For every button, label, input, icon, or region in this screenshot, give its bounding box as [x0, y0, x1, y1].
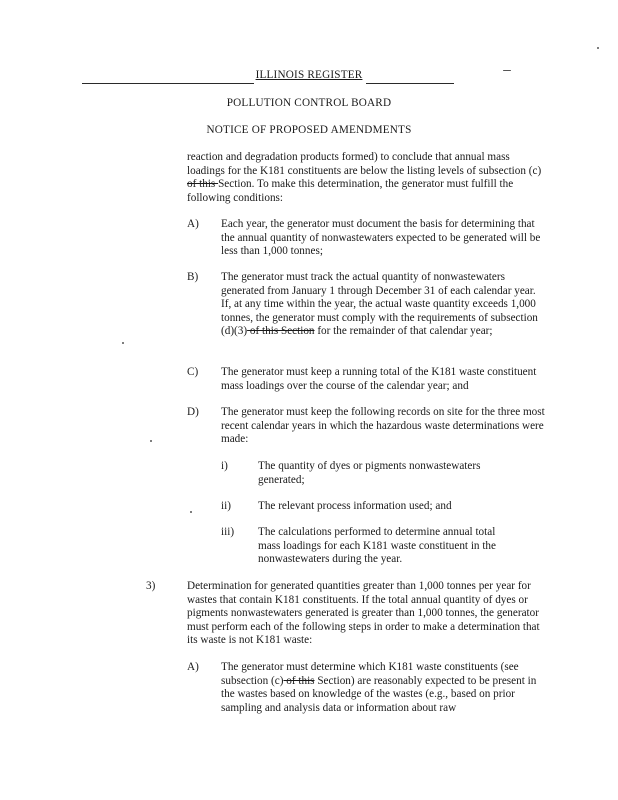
item-b-paragraph [221, 271, 547, 339]
scan-speck [190, 511, 192, 513]
item-3a-text-1: The generator must determine which K181 waste constituents (see subsection (c) [221, 661, 519, 687]
item-d-label: D) [187, 406, 199, 418]
scan-speck [150, 440, 152, 442]
item-d-text: The generator must keep the following records on site for the three most recent calendar years in which the hazardous waste determinations were made: [221, 406, 545, 446]
item-i-label: i) [221, 460, 228, 472]
item-a-text: Each year, the generator must document the basis for determining that the annual quantity of nonwastewaters expected to be generated will be less than 1,000 tonnes; [221, 218, 541, 258]
item-3a-paragraph [221, 661, 547, 715]
item-b-text-2: for the remainder of that calendar year; [314, 325, 493, 338]
scan-speck [503, 70, 511, 71]
item-c-label: C) [187, 366, 199, 378]
header-rule-left [82, 83, 254, 84]
item-3-text: Determination for generated quantities greater than 1,000 tonnes per year for wastes that contain K181 constituents. If the total annual quantity of dyes or pigments nonwastewaters generated is greater than 1,000 tonnes, the generator must perform each of the following steps in order to make a determination that its waste is not K181 waste: [187, 580, 540, 647]
item-i-text: The quantity of dyes or pigments nonwastewaters generated; [258, 460, 481, 486]
scan-speck [597, 47, 599, 49]
item-b-struck-text: of this Section [247, 325, 315, 338]
item-3a-struck-text: of this [283, 674, 315, 687]
item-c-text: The generator must keep a running total of the K181 waste constituent mass loadings over the course of the calendar year; and [221, 366, 537, 392]
intro-text-1: reaction and degradation products formed) to conclude that annual mass loadings for the K181 constituents are below the listing levels of subsection (c) [187, 151, 542, 177]
intro-struck-text: of this [187, 178, 219, 191]
register-title: ILLINOIS REGISTER [255, 69, 363, 81]
board-name: POLLUTION CONTROL BOARD [226, 97, 392, 109]
item-a-label: A) [187, 218, 199, 230]
scan-speck [122, 342, 124, 344]
item-3-label: 3) [146, 580, 156, 592]
item-iii-text: The calculations performed to determine annual total mass loadings for each K181 waste constituent in the nonwastewaters during the year. [258, 526, 496, 566]
notice-title: NOTICE OF PROPOSED AMENDMENTS [206, 124, 412, 136]
item-ii-text: The relevant process information used; and [258, 500, 452, 512]
item-b-label: B) [187, 271, 199, 283]
item-3a-label: A) [187, 661, 199, 673]
item-b-text-1: The generator must track the actual quantity of nonwastewaters generated from January 1 through December 31 of each calendar year. If, at any time within the year, the actual waste quantity exceeds 1,000 tonnes, the generator must comply with the requirements of subsection (d)(3) [221, 271, 538, 338]
intro-paragraph [187, 151, 545, 205]
item-iii-label: iii) [221, 526, 235, 538]
intro-text-2: Section. To make this determination, the generator must fulfill the following conditions: [187, 178, 514, 204]
item-ii-label: ii) [221, 500, 231, 512]
header-rule-right [366, 83, 454, 84]
item-3a-text-2: Section) are reasonably expected to be present in the wastes based on knowledge of the wastes (e.g., based on prior sampling and analysis data or information about raw [221, 674, 537, 714]
